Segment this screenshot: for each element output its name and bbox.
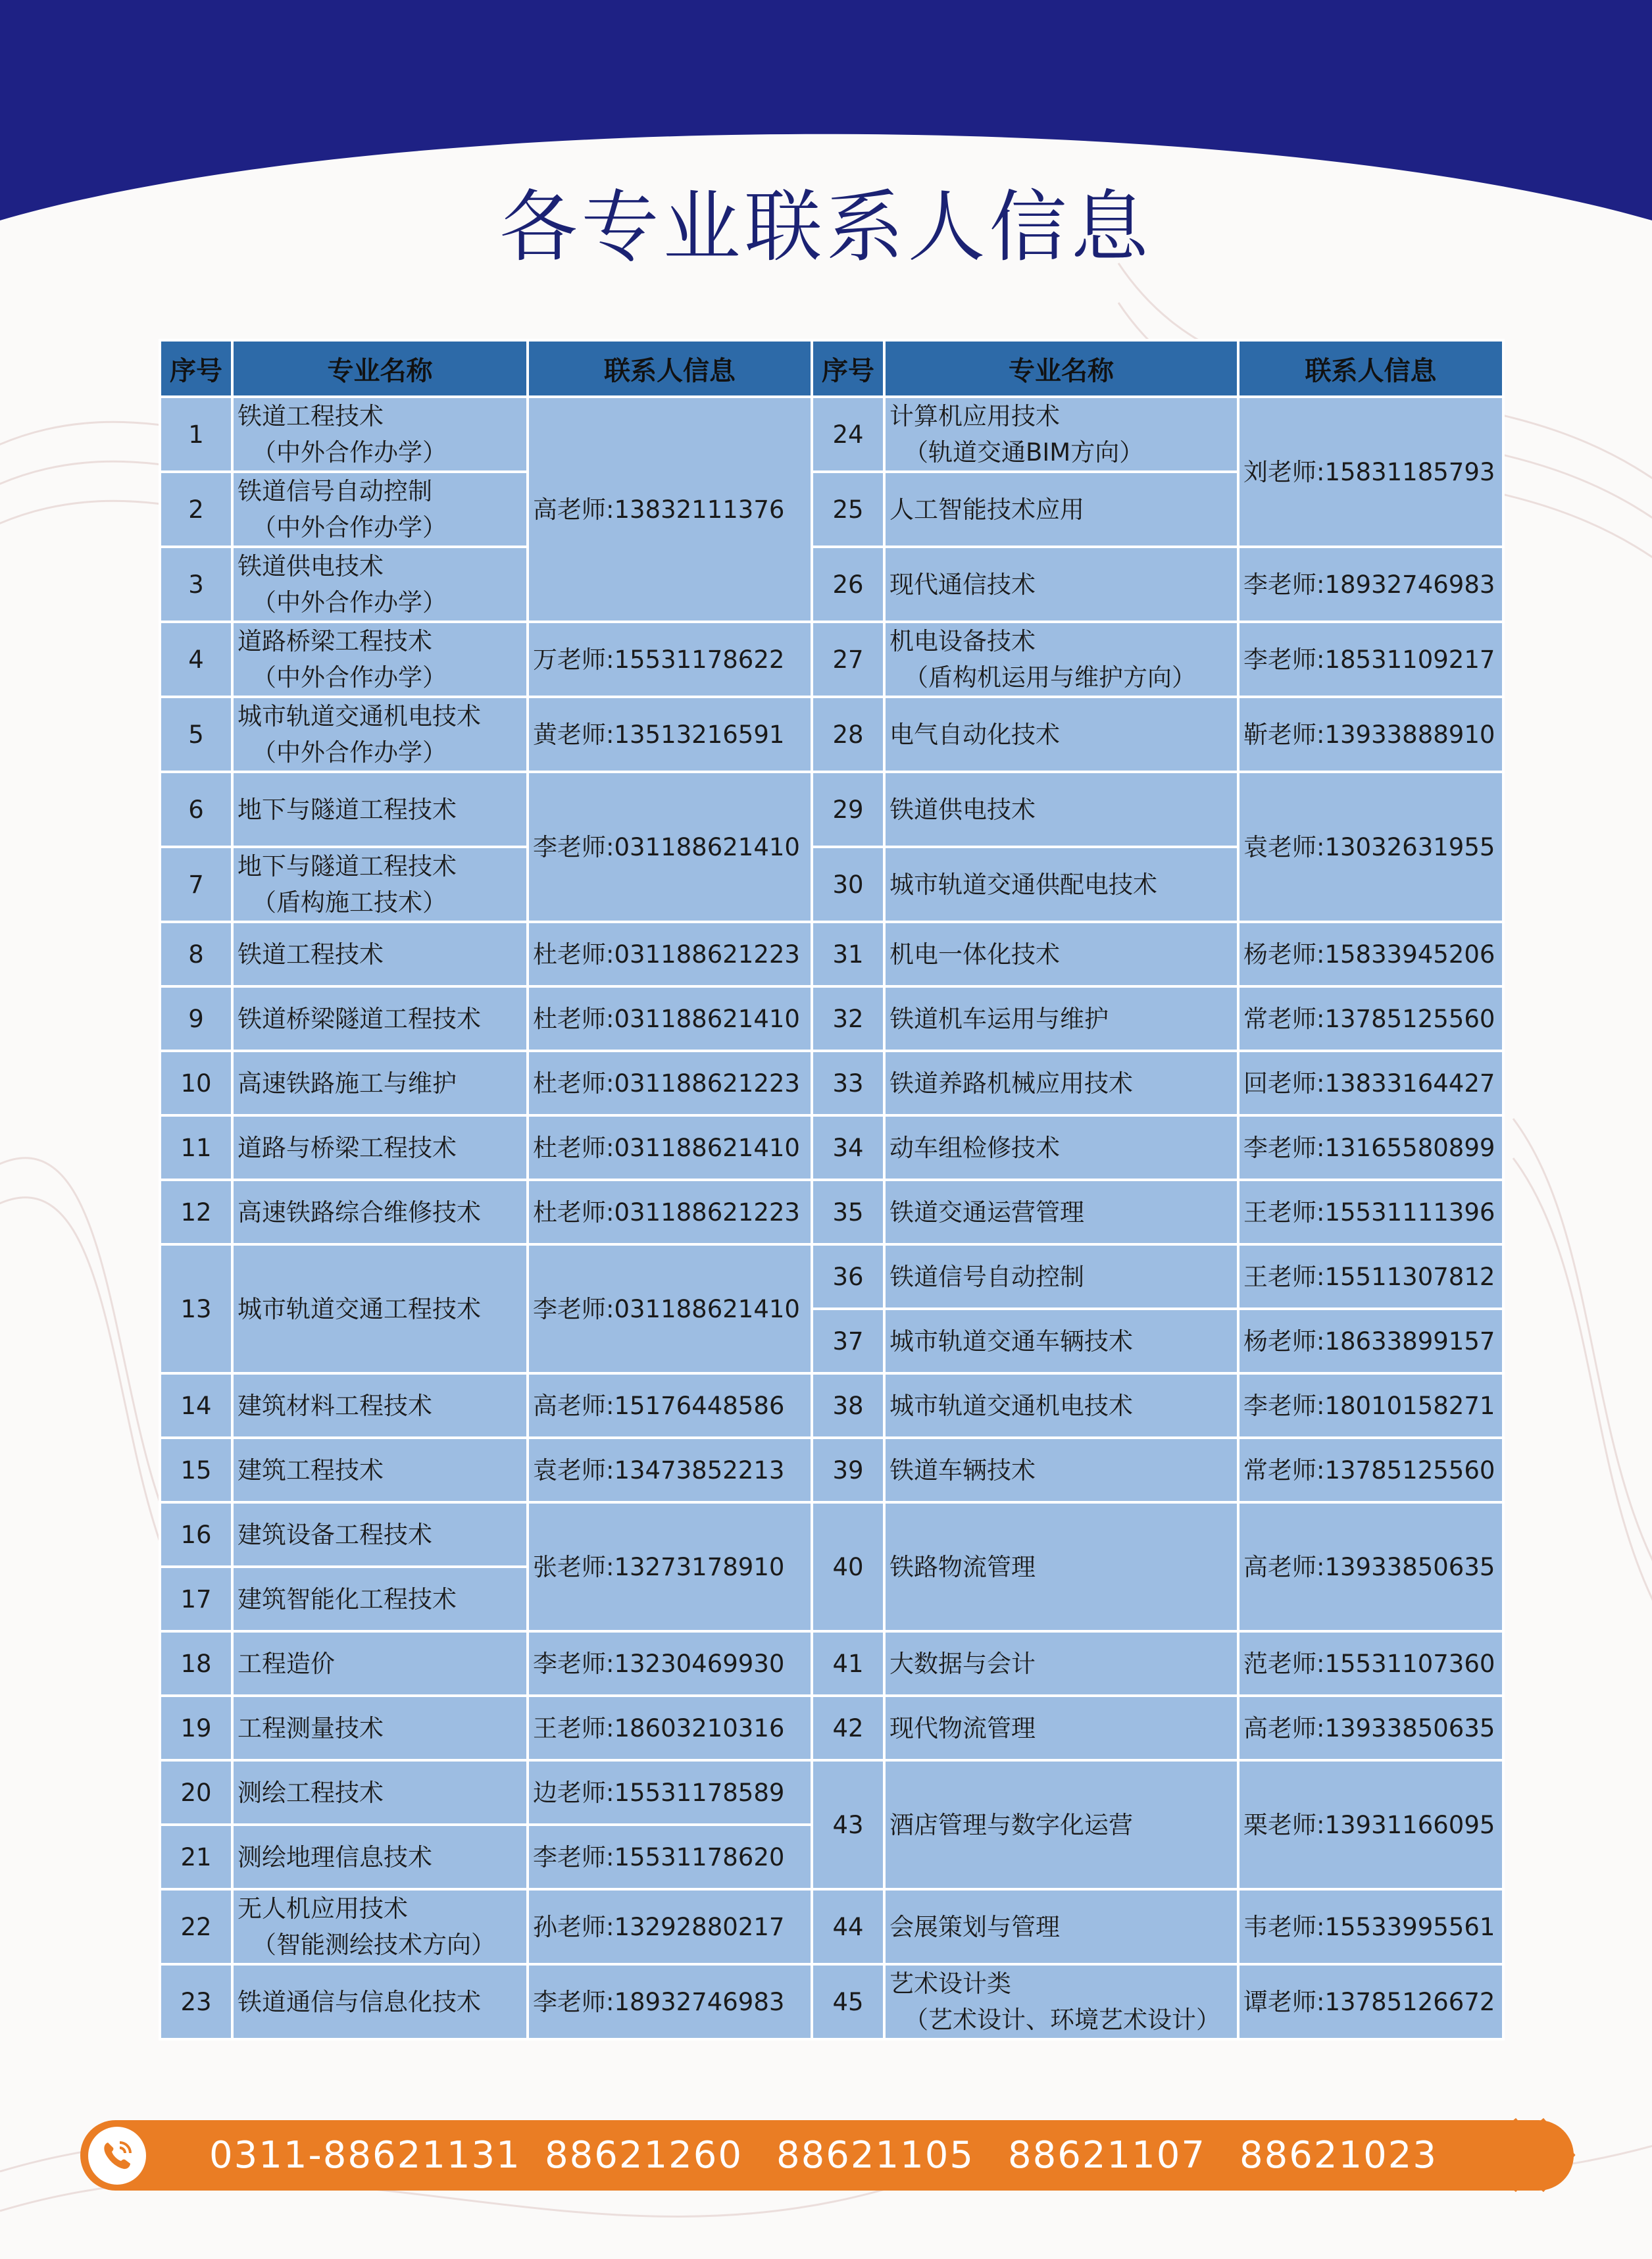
row-number: 4 bbox=[160, 622, 232, 697]
row-number: 17 bbox=[160, 1567, 232, 1631]
major-name: 城市轨道交通车辆技术 bbox=[884, 1309, 1238, 1373]
table-row bbox=[160, 1373, 1503, 1438]
row-number: 42 bbox=[812, 1696, 884, 1760]
table-row bbox=[160, 1115, 1503, 1180]
major-name: 大数据与会计 bbox=[884, 1631, 1238, 1696]
table-row bbox=[160, 1964, 1503, 2039]
major-name: 无人机应用技术 （智能测绘技术方向） bbox=[232, 1889, 528, 1964]
table-row bbox=[160, 1696, 1503, 1760]
contact-info: 李老师:15531178620 bbox=[528, 1825, 812, 1889]
major-name: 铁道桥梁隧道工程技术 bbox=[232, 986, 528, 1051]
major-name: 铁道工程技术 （中外合作办学） bbox=[232, 397, 528, 472]
contact-info: 常老师:13785125560 bbox=[1238, 986, 1503, 1051]
contact-info: 万老师:15531178622 bbox=[528, 622, 812, 697]
contact-info: 李老师:18932746983 bbox=[528, 1964, 812, 2039]
contact-info: 高老师:13933850635 bbox=[1238, 1696, 1503, 1760]
row-number: 8 bbox=[160, 922, 232, 986]
header-contact: 联系人信息 bbox=[528, 340, 812, 397]
major-name: 人工智能技术应用 bbox=[884, 472, 1238, 547]
row-number: 19 bbox=[160, 1696, 232, 1760]
page-title: 各专业联系人信息 bbox=[499, 182, 1153, 272]
row-number: 25 bbox=[812, 472, 884, 547]
major-name: 高速铁路综合维修技术 bbox=[232, 1180, 528, 1244]
contact-info: 李老师:13230469930 bbox=[528, 1631, 812, 1696]
header-number: 序号 bbox=[812, 340, 884, 397]
major-name: 建筑工程技术 bbox=[232, 1438, 528, 1502]
phone-number: 88621107 bbox=[1008, 2134, 1207, 2177]
row-number: 41 bbox=[812, 1631, 884, 1696]
row-number: 24 bbox=[812, 397, 884, 472]
contact-info: 李老师:18531109217 bbox=[1238, 622, 1503, 697]
major-name: 城市轨道交通机电技术 （中外合作办学） bbox=[232, 697, 528, 772]
major-name: 测绘地理信息技术 bbox=[232, 1825, 528, 1889]
table-row bbox=[160, 1051, 1503, 1115]
row-number: 21 bbox=[160, 1825, 232, 1889]
contact-info: 李老师:18932746983 bbox=[1238, 547, 1503, 622]
row-number: 1 bbox=[160, 397, 232, 472]
major-name: 铁道供电技术 bbox=[884, 772, 1238, 847]
table-row bbox=[160, 397, 1503, 472]
phone-number-bar bbox=[80, 2120, 1574, 2191]
row-number: 6 bbox=[160, 772, 232, 847]
row-number: 45 bbox=[812, 1964, 884, 2039]
contact-info: 王老师:15511307812 bbox=[1238, 1244, 1503, 1309]
major-name: 建筑智能化工程技术 bbox=[232, 1567, 528, 1631]
row-number: 31 bbox=[812, 922, 884, 986]
contact-info: 袁老师:13032631955 bbox=[1238, 772, 1503, 922]
table-row bbox=[160, 1438, 1503, 1502]
major-name: 城市轨道交通工程技术 bbox=[232, 1244, 528, 1373]
table-row bbox=[160, 1502, 1503, 1567]
table-row bbox=[160, 986, 1503, 1051]
row-number: 16 bbox=[160, 1502, 232, 1567]
row-number: 12 bbox=[160, 1180, 232, 1244]
major-name: 铁道交通运营管理 bbox=[884, 1180, 1238, 1244]
major-name: 高速铁路施工与维护 bbox=[232, 1051, 528, 1115]
row-number: 20 bbox=[160, 1760, 232, 1825]
table-row bbox=[160, 697, 1503, 772]
contact-info: 靳老师:13933888910 bbox=[1238, 697, 1503, 772]
contact-info: 回老师:13833164427 bbox=[1238, 1051, 1503, 1115]
table-row bbox=[160, 772, 1503, 847]
contact-info: 高老师:15176448586 bbox=[528, 1373, 812, 1438]
phone-number-main: 0311-88621131 bbox=[209, 2134, 521, 2177]
contact-info: 谭老师:13785126672 bbox=[1238, 1964, 1503, 2039]
double-chevron-right-icon bbox=[1500, 2112, 1586, 2198]
phone-number: 88621105 bbox=[776, 2134, 975, 2177]
table-row bbox=[160, 622, 1503, 697]
contact-info: 杜老师:031188621410 bbox=[528, 1115, 812, 1180]
contact-info: 韦老师:15533995561 bbox=[1238, 1889, 1503, 1964]
contact-info: 李老师:13165580899 bbox=[1238, 1115, 1503, 1180]
contact-info: 李老师:031188621410 bbox=[528, 772, 812, 922]
table-row bbox=[160, 1244, 1503, 1309]
row-number: 39 bbox=[812, 1438, 884, 1502]
contact-info: 杜老师:031188621223 bbox=[528, 922, 812, 986]
row-number: 35 bbox=[812, 1180, 884, 1244]
phone-number: 88621023 bbox=[1239, 2134, 1438, 2177]
row-number: 34 bbox=[812, 1115, 884, 1180]
row-number: 3 bbox=[160, 547, 232, 622]
contact-info: 边老师:15531178589 bbox=[528, 1760, 812, 1825]
contact-info: 高老师:13933850635 bbox=[1238, 1502, 1503, 1631]
major-name: 工程测量技术 bbox=[232, 1696, 528, 1760]
major-name: 城市轨道交通供配电技术 bbox=[884, 847, 1238, 922]
major-name: 铁道养路机械应用技术 bbox=[884, 1051, 1238, 1115]
contact-info: 王老师:18603210316 bbox=[528, 1696, 812, 1760]
major-name: 艺术设计类 （艺术设计、环境艺术设计） bbox=[884, 1964, 1238, 2039]
contact-info: 高老师:13832111376 bbox=[528, 397, 812, 622]
major-name: 现代通信技术 bbox=[884, 547, 1238, 622]
major-name: 计算机应用技术 （轨道交通BIM方向） bbox=[884, 397, 1238, 472]
table-row bbox=[160, 1760, 1503, 1825]
row-number: 38 bbox=[812, 1373, 884, 1438]
phone-number: 88621260 bbox=[545, 2134, 743, 2177]
contact-info: 刘老师:15831185793 bbox=[1238, 397, 1503, 547]
contact-info: 孙老师:13292880217 bbox=[528, 1889, 812, 1964]
row-number: 30 bbox=[812, 847, 884, 922]
contact-info: 杜老师:031188621410 bbox=[528, 986, 812, 1051]
major-name: 酒店管理与数字化运营 bbox=[884, 1760, 1238, 1889]
header-major: 专业名称 bbox=[884, 340, 1238, 397]
row-number: 7 bbox=[160, 847, 232, 922]
row-number: 40 bbox=[812, 1502, 884, 1631]
table-row bbox=[160, 1180, 1503, 1244]
major-name: 道路桥梁工程技术 （中外合作办学） bbox=[232, 622, 528, 697]
major-name: 铁道信号自动控制 （中外合作办学） bbox=[232, 472, 528, 547]
contact-info: 杨老师:18633899157 bbox=[1238, 1309, 1503, 1373]
table-row bbox=[160, 922, 1503, 986]
contact-info: 黄老师:13513216591 bbox=[528, 697, 812, 772]
major-name: 铁路物流管理 bbox=[884, 1502, 1238, 1631]
row-number: 13 bbox=[160, 1244, 232, 1373]
major-name: 测绘工程技术 bbox=[232, 1760, 528, 1825]
contact-info: 张老师:13273178910 bbox=[528, 1502, 812, 1631]
row-number: 44 bbox=[812, 1889, 884, 1964]
major-name: 地下与隧道工程技术 （盾构施工技术） bbox=[232, 847, 528, 922]
major-name: 铁道车辆技术 bbox=[884, 1438, 1238, 1502]
row-number: 36 bbox=[812, 1244, 884, 1309]
contact-table bbox=[159, 339, 1505, 2041]
contact-info: 李老师:18010158271 bbox=[1238, 1373, 1503, 1438]
row-number: 22 bbox=[160, 1889, 232, 1964]
major-name: 工程造价 bbox=[232, 1631, 528, 1696]
row-number: 23 bbox=[160, 1964, 232, 2039]
row-number: 37 bbox=[812, 1309, 884, 1373]
phone-icon bbox=[88, 2127, 146, 2185]
major-name: 建筑设备工程技术 bbox=[232, 1502, 528, 1567]
major-name: 现代物流管理 bbox=[884, 1696, 1238, 1760]
major-name: 铁道工程技术 bbox=[232, 922, 528, 986]
row-number: 26 bbox=[812, 547, 884, 622]
table-row bbox=[160, 547, 1503, 622]
contact-info: 王老师:15531111396 bbox=[1238, 1180, 1503, 1244]
header-number: 序号 bbox=[160, 340, 232, 397]
row-number: 11 bbox=[160, 1115, 232, 1180]
row-number: 27 bbox=[812, 622, 884, 697]
row-number: 14 bbox=[160, 1373, 232, 1438]
row-number: 10 bbox=[160, 1051, 232, 1115]
row-number: 2 bbox=[160, 472, 232, 547]
contact-info: 袁老师:13473852213 bbox=[528, 1438, 812, 1502]
row-number: 15 bbox=[160, 1438, 232, 1502]
major-name: 铁道机车运用与维护 bbox=[884, 986, 1238, 1051]
header-contact: 联系人信息 bbox=[1238, 340, 1503, 397]
contact-info: 范老师:15531107360 bbox=[1238, 1631, 1503, 1696]
table-row bbox=[160, 1631, 1503, 1696]
major-name: 城市轨道交通机电技术 bbox=[884, 1373, 1238, 1438]
major-name: 动车组检修技术 bbox=[884, 1115, 1238, 1180]
contact-info: 李老师:031188621410 bbox=[528, 1244, 812, 1373]
row-number: 33 bbox=[812, 1051, 884, 1115]
contact-info: 栗老师:13931166095 bbox=[1238, 1760, 1503, 1889]
row-number: 9 bbox=[160, 986, 232, 1051]
contact-info: 杜老师:031188621223 bbox=[528, 1051, 812, 1115]
major-name: 道路与桥梁工程技术 bbox=[232, 1115, 528, 1180]
table-header-row bbox=[160, 340, 1503, 397]
major-name: 铁道通信与信息化技术 bbox=[232, 1964, 528, 2039]
table-row bbox=[160, 1889, 1503, 1964]
row-number: 5 bbox=[160, 697, 232, 772]
row-number: 18 bbox=[160, 1631, 232, 1696]
major-name: 机电一体化技术 bbox=[884, 922, 1238, 986]
major-name: 机电设备技术 （盾构机运用与维护方向） bbox=[884, 622, 1238, 697]
major-name: 会展策划与管理 bbox=[884, 1889, 1238, 1964]
major-name: 地下与隧道工程技术 bbox=[232, 772, 528, 847]
major-name: 建筑材料工程技术 bbox=[232, 1373, 528, 1438]
row-number: 28 bbox=[812, 697, 884, 772]
major-name: 电气自动化技术 bbox=[884, 697, 1238, 772]
contact-info: 杨老师:15833945206 bbox=[1238, 922, 1503, 986]
major-name: 铁道供电技术 （中外合作办学） bbox=[232, 547, 528, 622]
row-number: 32 bbox=[812, 986, 884, 1051]
header-major: 专业名称 bbox=[232, 340, 528, 397]
contact-info: 常老师:13785125560 bbox=[1238, 1438, 1503, 1502]
major-name: 铁道信号自动控制 bbox=[884, 1244, 1238, 1309]
row-number: 43 bbox=[812, 1760, 884, 1889]
row-number: 29 bbox=[812, 772, 884, 847]
contact-info: 杜老师:031188621223 bbox=[528, 1180, 812, 1244]
